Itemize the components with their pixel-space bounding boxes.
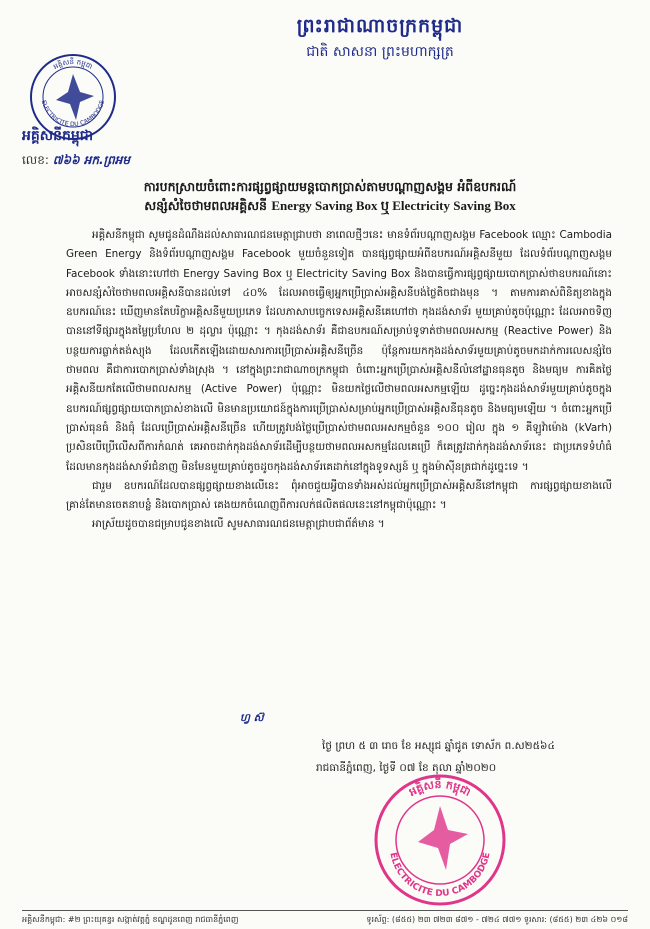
handwritten-initials: ហ្វ ស៊ xyxy=(240,712,264,724)
svg-text:ELECTRICITE DU CAMBODGE: ELECTRICITE DU CAMBODGE xyxy=(387,851,493,900)
footer xyxy=(22,914,628,926)
lunar-date: ថ្ងៃ ព្រហ ៥ ៣ រោច ខែ អស្សុជ ឆ្នាំជូត ទោស័ក ព.ស២៥៦៤ xyxy=(322,740,555,752)
body-paragraph-3: អាស្រ័យដូចបានជម្រាបជូនខាងលើ សូមសាធារណជនមេត្តាជ្រាបជាព័ត៌មាន ។ xyxy=(92,518,385,531)
reference-number: ៧៦៦ អក.ព្រអម xyxy=(52,153,130,167)
body-paragraph-1: អគ្គិសនីកម្ពុជា សូមជូនដំណឹងដល់សាធារណជនមេត្តាជ្រាបថា នាពេលថ្មីៗនេះ មានទំព័របណ្តាញសង្គម Facebook ឈ្មោះ Cambodia Green Energy និងទំព័របណ្តាញសង្គម Facebook មួយចំនួនទៀត បានផ្សព្វផ្សាយអំពីឧបករណ៍អគ្គិសនីមួយ ដែលទំព័របណ្តាញសង្គម Facebook ទាំងនោះហៅថា Energy Saving Box ឬ Electricity Saving Box និងបានធ្វើការផ្សព្វផ្សាយបោកប្រាស់ថាឧបករណ៍នោះអាចសន្សំសំចៃថាមពលអគ្គិសនីបានដល់ទៅ ៤០% ដែលអាចធ្វើឲ្យអ្នកប្រើប្រាស់អគ្គិសនីបង់ថ្លៃតិចជាងមុន ។ តាមការគាស់ពិនិត្យខាងក្នុងឧបករណ៍នេះ ឃើញមានតែបរិក្ខាអគ្គិសនីមួយប្រភេទ ដែលភាសាបច្ចេកទេសអគ្គិសនីគេហៅថា កុងដង់សាទ័រ មួយគ្រាប់តូចប៉ុណ្ណោះ ដែលអាចទិញបាននៅទីផ្សារក្នុងតម្លៃប្រហែល ២ ដុល្លារ ប៉ុណ្ណោះ ។ កុងដង់សាទ័រ គឺជាឧបករណ៍សម្រាប់ទូទាត់ថាមពលអសកម្ម (Reactive Power) និងបន្ថយការធ្លាក់តង់ស្យុង ដែលកើតឡើងដោយសារការប្រើប្រាស់អគ្គិសនីច្រើន ប៉ុន្តែការយកកុងដង់សាទ័រមួយគ្រាប់តូចមកដាក់ការលេសន្សំចៃថាមពល គឺជាការបោកប្រាស់ទាំងស្រុង ។ នៅក្នុងព្រះរាជាណាចក្រកម្ពុជា ចំពោះអ្នកប្រើប្រាស់អគ្គិសនីលំនៅដ្ឋានធុនតូច និងមធ្យម ការគិតថ្លៃអគ្គិសនីយកតែលើថាមពលសកម្ម (Active Power) ប៉ុណ្ណោះ មិនយកថ្លៃលើថាមពលអសកម្មឡើយ ដូច្នេះកុងដង់សាទ័រមួយគ្រាប់តូចក្នុងឧបករណ៍ផ្សព្វផ្សាយបោកប្រាស់ខាងលើ មិនមានប្រយោជន៍ក្នុងការប្រើប្រាស់សម្រាប់អ្នកប្រើប្រាស់អគ្គិសនីធុនតូច និងមធ្យមឡើយ ។ ចំពោះអ្នកប្រើប្រាស់ធុនធំ និងធុំ ដែលប្រើប្រាស់អគ្គិសនីច្រើន ហើយត្រូវបង់ថ្លៃប្រើប្រាស់ថាមពលអសកម្មចំនួន ១០០ រៀល ក្នុង ១ គីឡូវ៉ាម៉ោង (kVarh) ប្រសិនបើប្រើលើសពីការកំណត់ គេអាចដាក់កុងដង់សាទ័រដើម្បីបន្ថយថាមពលអសកម្មដែលគេប្រើ ក៏គេត្រូវដាក់កុងដង់សាទ័រនេះ ជាប្រភេទទំហំធំដែលមានកុងដង់សាទ័រជំនាញ មិនមែនមួយគ្រាប់តូចដូចកុងដង់សាទ័រគេដាក់នៅក្នុងទូទស្សន៍ ឬ ក្នុងម៉ាស៊ីនត្រជាក់ដូច្នេះទេ ។ xyxy=(66,229,612,473)
footer-address: អគ្គិសនីកម្ពុជា: #២ ព្រះយុគន្ធរ សង្កាត់វត្តភ្នំ ខណ្ឌដូនពេញ រាជធានីភ្នំពេញ xyxy=(22,915,239,924)
svg-text:អគ្គិសនី កម្ពុជា: អគ្គិសនី កម្ពុជា xyxy=(406,777,473,799)
document-title-line2 xyxy=(40,198,620,217)
document-title-line1: ការបកស្រាយចំពោះការផ្សព្វផ្សាយមន្តបោកប្រាស់តាមបណ្តាញសង្គម អំពីឧបករណ៍ xyxy=(143,179,517,194)
national-motto: ជាតិ សាសនា ព្រះមហាក្សត្រ xyxy=(306,44,454,60)
solar-date: រាជធានីភ្នំពេញ, ថ្ងៃទី ០៧ ខែ តុលា ឆ្នាំ២០២០ xyxy=(316,762,497,774)
document-body xyxy=(66,226,612,535)
reference-line xyxy=(22,152,130,170)
reference-label: លេខ: xyxy=(22,153,49,167)
footer-divider xyxy=(22,910,628,911)
signature-initials xyxy=(240,712,264,727)
title-latin-part: Energy Saving Box ឬ Electricity Saving Box xyxy=(271,198,516,213)
title-khmer-part: សន្សំសំចៃថាមពលអគ្គិសនី xyxy=(144,198,267,213)
footer-contacts: ទូរស័ព្ទ: (៨៥៥) ២៣ ៧២៣ ៨៧១ - ៧២៤ ៧៧១ ទូរសារ: (៨៥៥) ២៣ ៤២៦ ០១៨ xyxy=(366,915,628,924)
kingdom-heading: ព្រះរាជាណាចក្រកម្ពុជា xyxy=(296,15,464,37)
organization-name: អគ្គិសនីកម្ពុជា xyxy=(22,128,94,144)
body-paragraph-2: ជារួម ឧបករណ៍ដែលបានផ្សព្វផ្សាយខាងលើនេះ ពុំអាចជួយអ្វីបានទាំងអស់ដល់អ្នកប្រើប្រាស់អគ្គិសនីនៅកម្ពុជា ការផ្សព្វផ្សាយខាងលើគ្រាន់តែមានចេតនាបន្លំ និងបោកប្រាស់ គេងយកចំណេញពីការលក់ផលិតផលនេះនៅកម្ពុជាប៉ុណ្ណោះ ។ xyxy=(66,479,612,512)
svg-text:ELECTRICITE DU CAMBODGE: ELECTRICITE DU CAMBODGE xyxy=(39,99,107,129)
official-stamp xyxy=(372,772,508,908)
svg-text:អគ្គិសនី កម្ពុជា: អគ្គិសនី កម្ពុជា xyxy=(52,57,94,71)
